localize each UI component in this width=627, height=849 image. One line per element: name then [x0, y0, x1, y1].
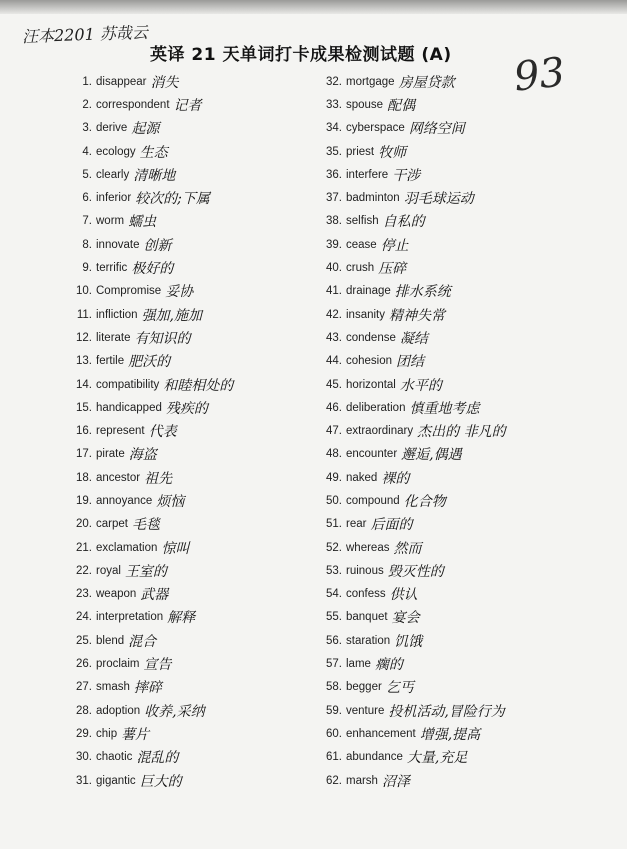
item-number: 2. [82, 98, 92, 111]
english-word: staration [346, 634, 391, 647]
handwritten-answer: 团结 [396, 354, 425, 371]
english-word: extraordinary [346, 425, 414, 438]
english-word: proclaim [96, 658, 140, 671]
english-word: disappear [96, 75, 147, 88]
english-word: chip [96, 727, 118, 740]
handwritten-answer: 摔碎 [133, 680, 162, 697]
english-word: crush [346, 262, 375, 275]
english-word: worm [96, 215, 125, 228]
vocab-item [72, 117, 233, 140]
handwritten-answer: 牧师 [378, 144, 407, 161]
handwritten-answer: 自私的 [382, 214, 425, 231]
item-number: 14. [76, 378, 92, 391]
handwritten-answer: 收养,采纳 [144, 703, 205, 720]
item-number: 9. [82, 262, 92, 275]
item-number: 4. [82, 145, 92, 158]
vocab-item [72, 513, 233, 536]
right-column [326, 70, 506, 792]
vocab-item [72, 70, 233, 93]
handwritten-answer: 供认 [389, 587, 418, 604]
vocab-item [326, 606, 506, 629]
english-word: priest [346, 145, 375, 158]
english-word: annoyance [96, 494, 153, 507]
english-word: encounter [346, 448, 398, 461]
vocab-item [72, 583, 233, 606]
left-column [72, 70, 233, 792]
english-word: derive [96, 122, 128, 135]
english-word: banquet [346, 611, 388, 624]
vocab-item [326, 117, 506, 140]
vocab-item [326, 93, 506, 116]
vocab-item [326, 210, 506, 233]
vocab-item [326, 583, 506, 606]
item-number: 48. [326, 448, 342, 461]
vocab-item [72, 93, 233, 116]
english-word: terrific [96, 262, 128, 275]
page-top-shadow [0, 0, 627, 14]
vocab-item [72, 373, 233, 396]
english-word: correspondent [96, 98, 170, 111]
item-number: 17. [76, 448, 92, 461]
item-number: 54. [326, 588, 342, 601]
item-number: 33. [326, 98, 342, 111]
vocab-item [326, 489, 506, 512]
vocab-item [72, 163, 233, 186]
vocab-item [72, 466, 233, 489]
english-word: ruinous [346, 564, 384, 577]
handwritten-answer: 蠕虫 [128, 214, 157, 231]
english-word: mortgage [346, 75, 395, 88]
english-word: ancestor [96, 471, 141, 484]
item-number: 42. [326, 308, 342, 321]
vocab-item [72, 326, 233, 349]
handwritten-answer: 祖先 [144, 470, 173, 487]
item-number: 59. [326, 704, 342, 717]
vocab-item [326, 699, 506, 722]
vocab-item [72, 443, 233, 466]
english-word: interfere [346, 168, 389, 181]
item-number: 21. [76, 541, 92, 554]
vocab-item [72, 350, 233, 373]
english-word: literate [96, 331, 131, 344]
handwritten-answer: 增强,提高 [419, 726, 481, 743]
english-word: exclamation [96, 541, 158, 554]
item-number: 15. [76, 401, 92, 414]
item-number: 56. [326, 634, 342, 647]
item-number: 60. [326, 727, 342, 740]
handwritten-answer: 宣告 [143, 657, 172, 674]
handwritten-answer: 代表 [148, 424, 177, 441]
item-number: 38. [326, 215, 342, 228]
vocab-item [72, 629, 233, 652]
vocab-item [326, 373, 506, 396]
item-number: 41. [326, 285, 342, 298]
item-number: 55. [326, 611, 342, 624]
vocab-item [326, 466, 506, 489]
handwritten-answer: 羽毛球运动 [403, 191, 474, 208]
english-word: weapon [96, 588, 137, 601]
handwritten-answer: 网络空间 [408, 121, 465, 138]
handwritten-answer: 化合物 [403, 493, 446, 510]
item-number: 13. [76, 355, 92, 368]
item-number: 49. [326, 471, 342, 484]
handwritten-answer: 消失 [150, 74, 179, 91]
vocab-item [72, 536, 233, 559]
item-number: 62. [326, 774, 342, 787]
english-word: ecology [96, 145, 136, 158]
vocab-item [326, 163, 506, 186]
vocab-item [326, 70, 506, 93]
handwritten-answer: 记者 [173, 97, 202, 114]
item-number: 32. [326, 75, 342, 88]
item-number: 35. [326, 145, 342, 158]
item-number: 26. [76, 658, 92, 671]
vocab-item [72, 186, 233, 209]
vocab-item [326, 350, 506, 373]
item-number: 30. [76, 751, 92, 764]
item-number: 7. [82, 215, 92, 228]
vocab-item [72, 280, 233, 303]
english-word: innovate [96, 238, 140, 251]
vocab-item [326, 303, 506, 326]
english-word: drainage [346, 285, 391, 298]
english-word: selfish [346, 215, 379, 228]
item-number: 5. [82, 168, 92, 181]
english-word: marsh [346, 774, 378, 787]
handwritten-answer: 较次的;下属 [135, 191, 210, 208]
item-number: 29. [76, 727, 92, 740]
vocab-item [326, 652, 506, 675]
handwritten-answer: 干涉 [392, 167, 421, 184]
handwritten-answer: 薯片 [121, 726, 150, 743]
vocab-item [326, 326, 506, 349]
handwritten-answer: 然而 [393, 540, 422, 557]
handwritten-answer: 烦恼 [156, 493, 185, 510]
handwritten-answer: 巨大的 [139, 773, 182, 790]
item-number: 25. [76, 634, 92, 647]
item-number: 23. [76, 588, 92, 601]
item-number: 12. [76, 331, 92, 344]
handwritten-answer: 和睦相处的 [163, 377, 234, 394]
vocab-item [72, 233, 233, 256]
vocab-item [326, 419, 506, 442]
item-number: 51. [326, 518, 342, 531]
english-word: naked [346, 471, 378, 484]
vocab-item [326, 256, 506, 279]
handwritten-answer: 惊叫 [161, 540, 190, 557]
item-number: 53. [326, 564, 342, 577]
vocab-item [326, 746, 506, 769]
english-word: fertile [96, 355, 125, 368]
english-word: spouse [346, 98, 384, 111]
english-word: enhancement [346, 727, 416, 740]
vocab-item [326, 769, 506, 792]
handwritten-answer: 毁灭性的 [387, 563, 444, 580]
handwritten-answer: 压碎 [378, 261, 407, 278]
english-word: venture [346, 704, 385, 717]
english-word: badminton [346, 192, 400, 205]
english-word: pirate [96, 448, 125, 461]
vocab-item [72, 303, 233, 326]
item-number: 43. [326, 331, 342, 344]
vocab-item [72, 559, 233, 582]
item-number: 37. [326, 192, 342, 205]
page-title: 英译 21 天单词打卡成果检测试题 (A) [150, 45, 452, 65]
item-number: 18. [76, 471, 92, 484]
english-word: insanity [346, 308, 385, 321]
item-number: 20. [76, 518, 92, 531]
item-number: 11. [76, 308, 92, 321]
vocab-item [326, 676, 506, 699]
vocab-item [326, 396, 506, 419]
english-word: infliction [96, 308, 138, 321]
handwritten-answer: 王室的 [124, 563, 167, 580]
english-word: royal [96, 564, 121, 577]
english-word: blend [96, 634, 125, 647]
english-word: Compromise [96, 285, 162, 298]
english-word: lame [346, 658, 371, 671]
handwritten-answer: 饥饿 [394, 633, 423, 650]
english-word: chaotic [96, 751, 133, 764]
item-number: 46. [326, 401, 342, 414]
handwritten-answer: 混合 [128, 633, 157, 650]
handwritten-answer: 裸的 [381, 470, 410, 487]
vocab-item [326, 513, 506, 536]
item-number: 36. [326, 168, 342, 181]
handwritten-answer: 停止 [380, 237, 409, 254]
english-word: smash [96, 681, 130, 694]
item-number: 8. [82, 238, 92, 251]
item-number: 28. [76, 704, 92, 717]
english-word: interpretation [96, 611, 164, 624]
handwritten-answer: 邂逅,偶遇 [401, 447, 462, 464]
english-word: confess [346, 588, 386, 601]
handwritten-answer: 慎重地考虑 [409, 400, 480, 417]
handwritten-answer: 创新 [143, 237, 172, 254]
handwritten-answer: 大量,充足 [406, 750, 468, 767]
english-word: whereas [346, 541, 390, 554]
handwritten-answer: 水平的 [399, 377, 442, 394]
vocab-item [72, 606, 233, 629]
handwritten-answer: 排水系统 [394, 284, 451, 301]
handwritten-answer: 极好的 [131, 261, 174, 278]
english-word: condense [346, 331, 396, 344]
handwritten-answer: 宴会 [391, 610, 420, 627]
item-number: 24. [76, 611, 92, 624]
english-word: cohesion [346, 355, 393, 368]
handwritten-answer: 精神失常 [389, 307, 445, 324]
vocab-item [326, 186, 506, 209]
item-number: 61. [326, 751, 342, 764]
handwritten-answer: 生态 [139, 144, 168, 161]
handwritten-answer: 配偶 [387, 97, 416, 114]
vocab-item [72, 769, 233, 792]
vocab-item [326, 629, 506, 652]
handwritten-answer: 投机活动,冒险行为 [388, 703, 505, 720]
english-word: deliberation [346, 401, 406, 414]
english-word: cease [346, 238, 377, 251]
item-number: 19. [76, 494, 92, 507]
vocab-item [326, 443, 506, 466]
vocab-item [72, 140, 233, 163]
item-number: 34. [326, 122, 342, 135]
vocab-item [326, 559, 506, 582]
vocab-item [326, 536, 506, 559]
english-word: carpet [96, 518, 128, 531]
handwritten-answer: 毛毯 [131, 517, 160, 534]
english-word: handicapped [96, 401, 162, 414]
english-word: adoption [96, 704, 141, 717]
handwritten-class-name: 汪本2201 苏哉云 [21, 22, 149, 47]
item-number: 6. [82, 192, 92, 205]
item-number: 50. [326, 494, 342, 507]
handwritten-answer: 解释 [167, 610, 196, 627]
vocab-item [72, 652, 233, 675]
handwritten-answer: 瘸的 [374, 657, 403, 674]
vocab-item [72, 699, 233, 722]
english-word: horizontal [346, 378, 396, 391]
english-word: compound [346, 494, 400, 507]
handwritten-answer: 混乱的 [136, 750, 179, 767]
handwritten-answer: 海盗 [128, 447, 157, 464]
vocab-item [72, 676, 233, 699]
item-number: 16. [76, 425, 92, 438]
vocab-item [326, 722, 506, 745]
english-word: represent [96, 425, 145, 438]
item-number: 57. [326, 658, 342, 671]
item-number: 39. [326, 238, 342, 251]
item-number: 47. [326, 425, 342, 438]
vocab-item [326, 233, 506, 256]
item-number: 10. [76, 285, 92, 298]
handwritten-answer: 清晰地 [133, 167, 176, 184]
handwritten-answer: 妥协 [165, 284, 194, 301]
handwritten-answer: 凝结 [399, 330, 428, 347]
english-word: gigantic [96, 774, 136, 787]
vocab-item [326, 140, 506, 163]
english-word: abundance [346, 751, 403, 764]
english-word: cyberspace [346, 122, 405, 135]
handwritten-answer: 肥沃的 [128, 354, 171, 371]
handwritten-answer: 有知识的 [134, 330, 191, 347]
english-word: clearly [96, 168, 130, 181]
vocab-item [72, 722, 233, 745]
handwritten-answer: 沼泽 [381, 773, 410, 790]
item-number: 45. [326, 378, 342, 391]
handwritten-answer: 乞丐 [385, 680, 414, 697]
handwritten-answer: 房屋贷款 [398, 74, 455, 91]
english-word: compatibility [96, 378, 160, 391]
english-word: inferior [96, 192, 132, 205]
handwritten-answer: 起源 [131, 121, 160, 138]
handwritten-answer: 后面的 [370, 517, 413, 534]
vocab-item [72, 256, 233, 279]
item-number: 58. [326, 681, 342, 694]
vocab-item [326, 280, 506, 303]
vocab-item [72, 419, 233, 442]
handwritten-answer: 杰出的 非凡的 [417, 424, 506, 441]
handwritten-score: 93 [511, 49, 568, 101]
handwritten-answer: 武器 [140, 587, 169, 604]
english-word: begger [346, 681, 382, 694]
vocab-item [72, 396, 233, 419]
item-number: 52. [326, 541, 342, 554]
item-number: 3. [82, 122, 92, 135]
item-number: 31. [76, 774, 92, 787]
item-number: 44. [326, 355, 342, 368]
vocab-item [72, 210, 233, 233]
vocab-item [72, 489, 233, 512]
handwritten-answer: 强加,施加 [141, 307, 203, 324]
item-number: 27. [76, 681, 92, 694]
vocab-item [72, 746, 233, 769]
english-word: rear [346, 518, 367, 531]
item-number: 22. [76, 564, 92, 577]
handwritten-answer: 残疾的 [165, 400, 208, 417]
item-number: 40. [326, 262, 342, 275]
item-number: 1. [82, 75, 92, 88]
